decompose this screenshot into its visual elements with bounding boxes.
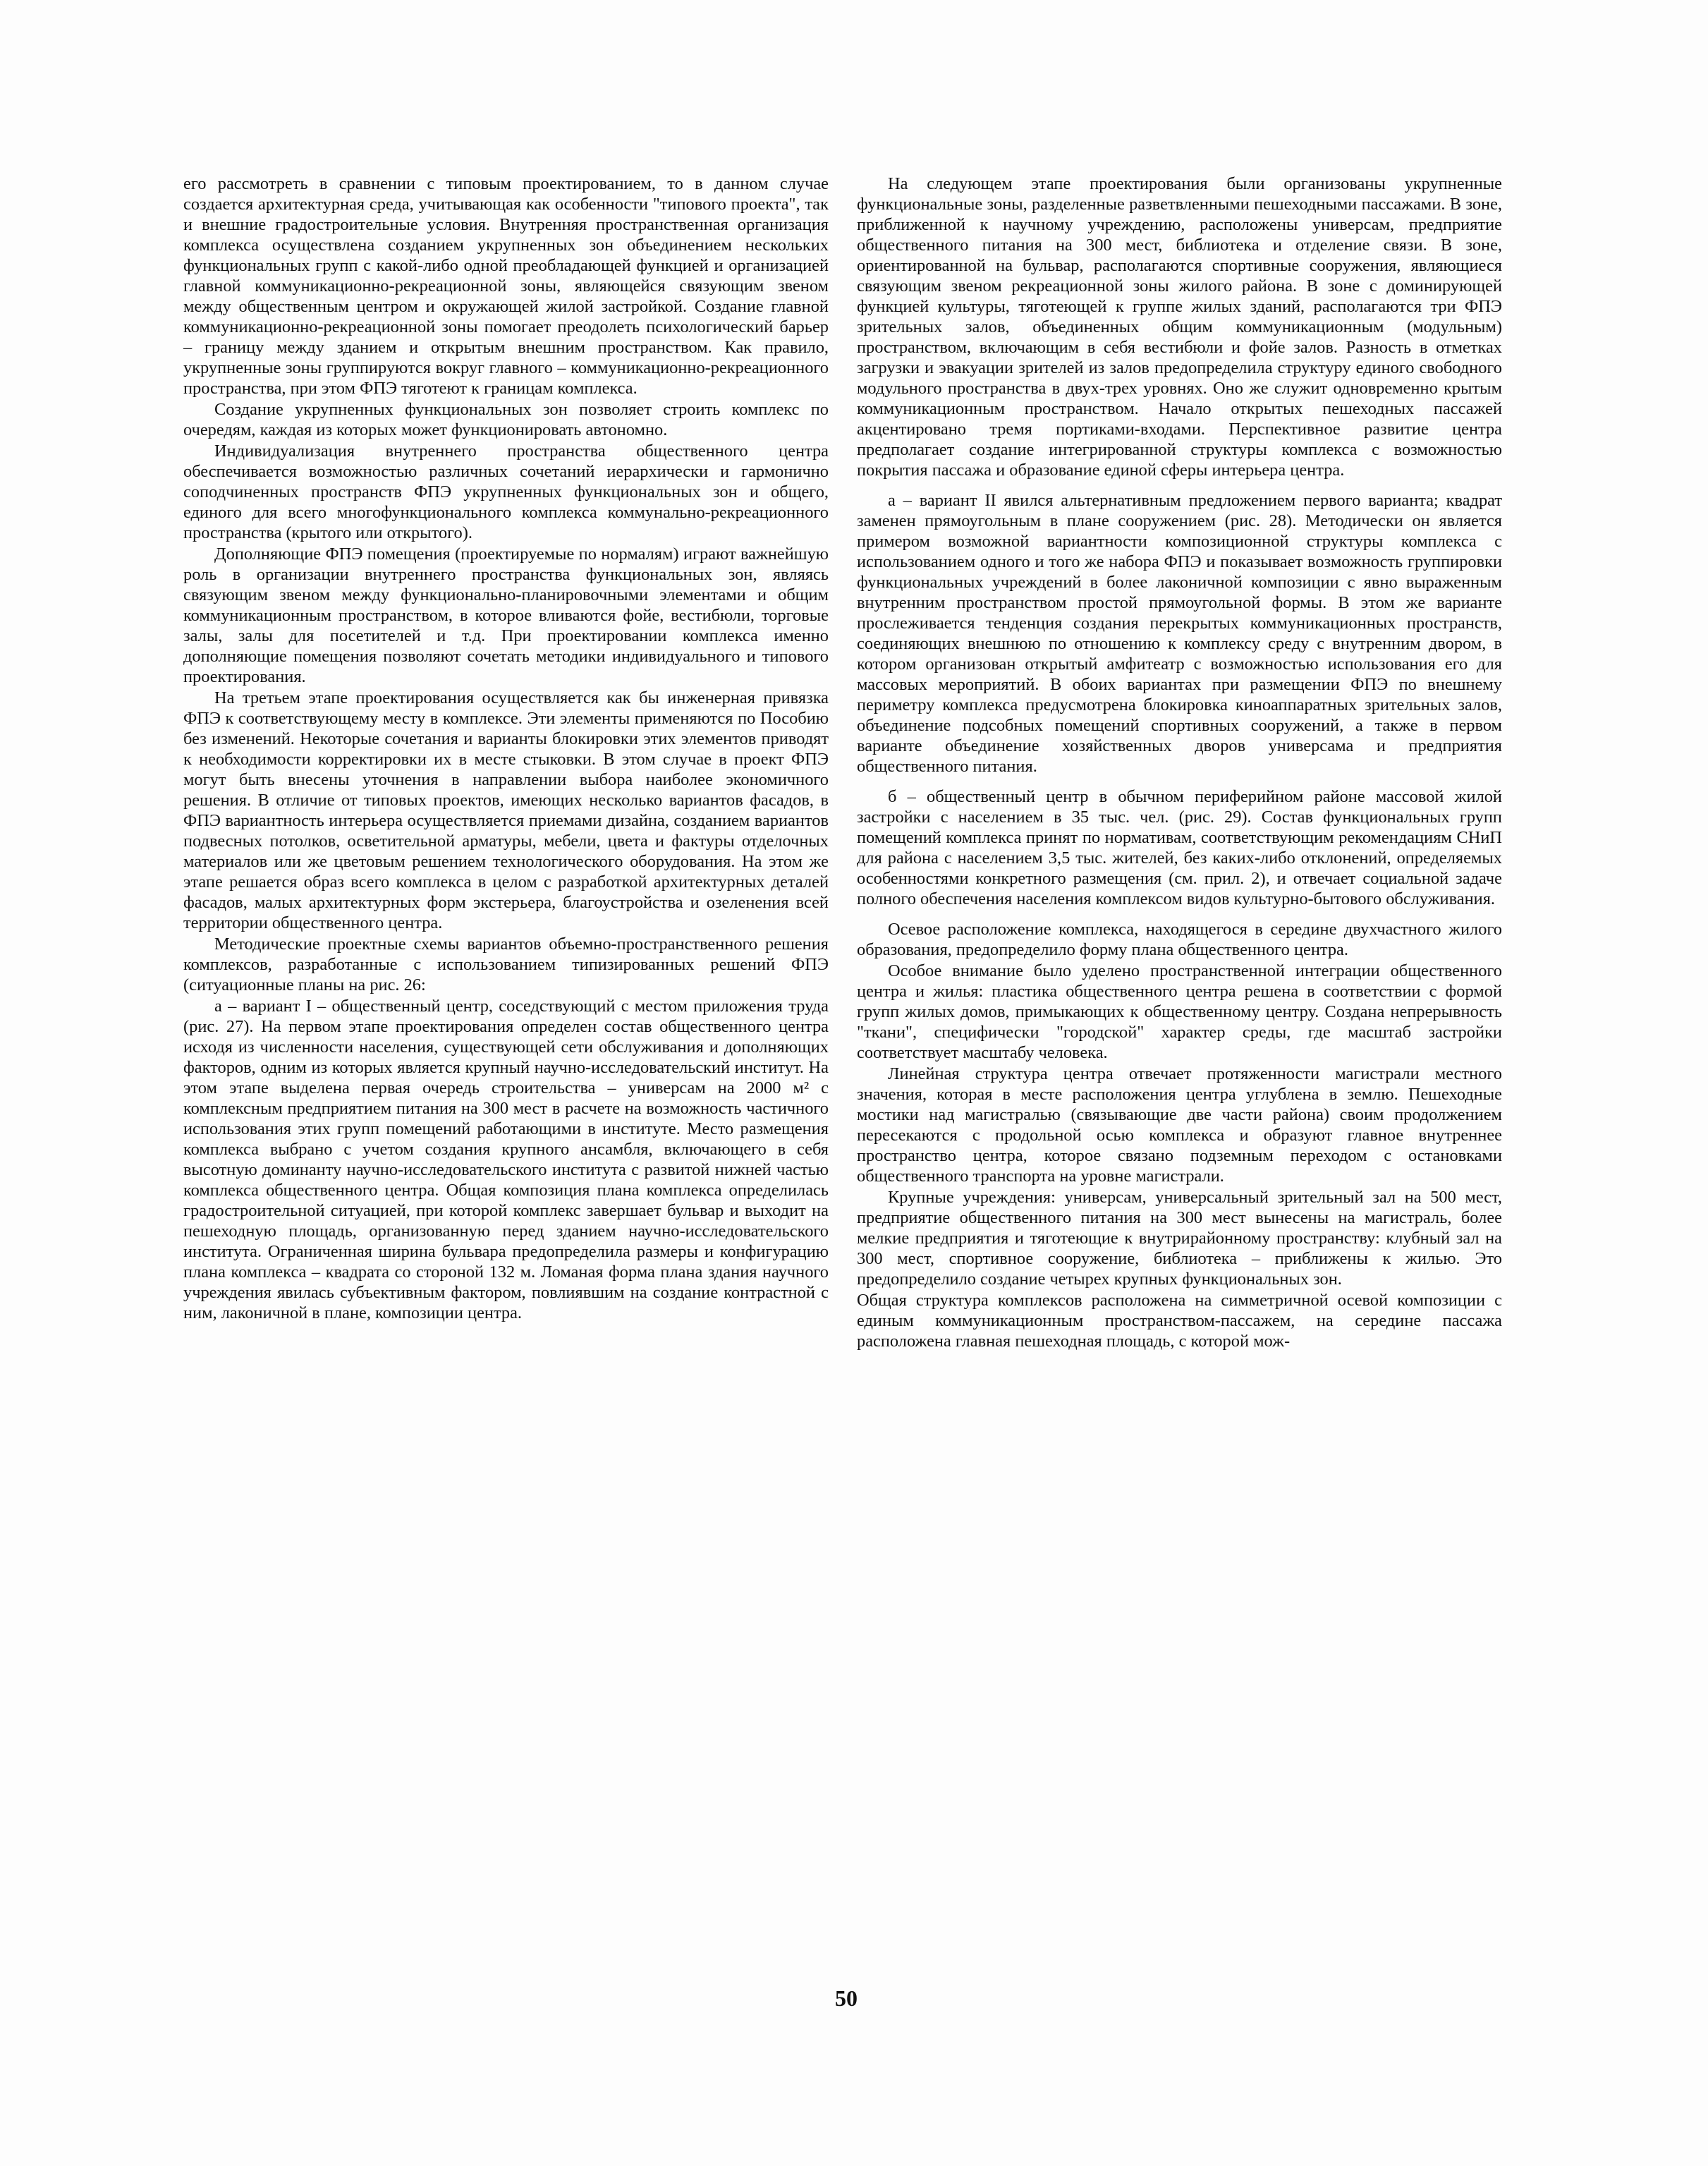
paragraph: Создание укрупненных функциональных зон позволяет строить комплекс по очередям, каждая из которых может функционировать автономно. xyxy=(183,400,829,439)
paragraph: На третьем этапе проектирования осуществляется как бы инженерная привязка ФПЭ к соответствующему месту в комплексе. Эти элементы применяются по Пособию без изменений. Некоторые сочетания и варианты блокировки этих элементов приводят к необходимости корректировки их в месте стыковки. В этом случае в проект ФПЭ могут быть внесены уточнения в направлении выбора наиболее экономичного решения. В отличие от типовых проектов, имеющих несколько вариантов фасадов, в ФПЭ вариантность интерьера осуществляется приемами дизайна, созданием вариантов подвесных потолков, осветительной арматуры, мебели, цвета и фактуры отделочных материалов или же цветовым решением технологического оборудования. На этом же этапе решается образ всего комплекса в целом с разработкой архитектурных деталей фасадов, малых архитектурных форм экстерьера, благоустройства и озеленения всей территории общественного центра. xyxy=(183,688,829,932)
paragraph: а – вариант II явился альтернативным предложением первого варианта; квадрат заменен прямоугольным в плане сооружением (рис. 28). Методически он является примером возможной вариантности композиционной структуры комплекса с использованием одного и того же набора ФПЭ и показывает возможность группировки функциональных учреждений в более лаконичной композиции с явно выраженным внутренним пространством простой прямоугольной формы. В этом же варианте прослеживается тенденция создания перекрытых коммуникационных пространств, соединяющих внешнюю по отношению к комплексу среду с внутренним двором, в котором организован открытый амфитеатр с возможностью использования его для массовых мероприятий. В обоих вариантах при размещении ФПЭ по внешнему периметру комплекса предусмотрена блокировка киноаппаратных зрительных залов, объединение подсобных помещений спортивных сооружений, а также в первом варианте объединение хозяйственных дворов универсама и предприятия общественного питания. xyxy=(857,491,1502,776)
page-number: 50 xyxy=(835,1985,858,2011)
paragraph: Методические проектные схемы вариантов объемно-пространственного решения комплексов, разработанные с использованием типизированных решений ФПЭ (ситуационные планы на рис. 26: xyxy=(183,935,829,994)
paragraph: Дополняющие ФПЭ помещения (проектируемые по нормалям) играют важнейшую роль в организации внутреннего пространства функциональных зон, являясь связующим звеном между функционально-планировочными элементами и общим коммуникационным пространством, в которое вливаются фойе, вестибюли, торговые залы, залы для посетителей и т.д. При проектировании комплекса именно дополняющие помещения позволяют сочетать методики индивидуального и типового проектирования. xyxy=(183,544,829,686)
paragraph: Линейная структура центра отвечает протяженности магистрали местного значения, которая в месте расположения центра углублена в землю. Пешеходные мостики над магистралью (связывающие две части района) своим продолжением пересекаются с продольной осью комплекса и образуют главное внутреннее пространство центра, которое связано подземным переходом с остановками общественного транспорта на уровне магистрали. xyxy=(857,1064,1502,1186)
paragraph: На следующем этапе проектирования были организованы укрупненные функциональные зоны, разделенные разветвленными пешеходными пассажами. В зоне, приближенной к научному учреждению, расположены универсам, предприятие общественного питания на 300 мест, библиотека и отделение связи. В зоне, ориентированной на бульвар, располагаются спортивные сооружения, являющиеся связующим звеном рекреационной зоны жилого района. В зоне с доминирующей функцией культуры, тяготеющей к группе жилых зданий, располагаются три ФПЭ зрительных залов, объединенных общим коммуникационным (модульным) пространством, включающим в себя вестибюли и фойе залов. Разность в отметках загрузки и эвакуации зрителей из залов предопределила структуру единого свободного модульного пространства в двух-трех уровнях. Оно же служит одновременно крытым коммуникационным пространством. Начало открытых пешеходных пассажей акцентировано тремя портиками-входами. Перспективное развитие центра предполагает создание интегрированной структуры комплекса с возможностью покрытия пассажа и образование единой сферы интерьера центра. xyxy=(857,174,1502,480)
paragraph: Осевое расположение комплекса, находящегося в середине двухчастного жилого образования, предопределило форму плана общественного центра. xyxy=(857,920,1502,959)
paragraph: б – общественный центр в обычном периферийном районе массовой жилой застройки с населением в 35 тыс. чел. (рис. 29). Состав функциональных групп помещений комплекса принят по нормативам, соответствующим рекомендациям СНиП для района с населением 3,5 тыс. жителей, без каких-либо отклонений, определяемых особенностями конкретного размещения (см. прил. 2), и отвечает социальной задаче полного обеспечения населения комплексом видов культурно-бытового обслуживания. xyxy=(857,787,1502,908)
paragraph: Крупные учреждения: универсам, универсальный зрительный зал на 500 мест, предприятие общественного питания на 300 мест вынесены на магистраль, более мелкие предприятия и тяготеющие к внутрирайонному пространству: клубный зал на 300 мест, спортивное сооружение, библиотека – приближены к жилью. Это предопределило создание четырех крупных функциональных зон. xyxy=(857,1188,1502,1289)
paragraph: его рассмотреть в сравнении с типовым проектированием, то в данном случае создается архитектурная среда, учитывающая как особенности "типового проекта", так и внешние градостроительные условия. Внутренняя пространственная организация комплекса осуществлена созданием укрупненных зон объединением нескольких функциональных групп с какой-либо одной преобладающей функцией и организацией главной коммуникационно-рекреационной зоны, являющейся связующим звеном между общественным центром и окружающей жилой застройкой. Создание главной коммуникационно-рекреационной зоны помогает преодолеть психологический барьер – границу между зданием и открытым внешним пространством. Как правило, укрупненные зоны группируются вокруг главного – коммуникационно-рекреационного пространства, при этом ФПЭ тяготеют к границам комплекса. xyxy=(183,174,829,398)
paragraph: Индивидуализация внутреннего пространства общественного центра обеспечивается возможностью различных сочетаний иерархически и гармонично соподчиненных пространств ФПЭ укрупненных функциональных зон и общего, единого для всего многофункционального комплекса коммунально-рекреационного пространства (крытого или открытого). xyxy=(183,442,829,542)
paragraph: а – вариант I – общественный центр, соседствующий с местом приложения труда (рис. 27). На первом этапе проектирования определен состав общественного центра исходя из численности населения, существующей сети обслуживания и дополняющих факторов, одним из которых является крупный научно-исследовательский институт. На этом этапе выделена первая очередь строительства – универсам на 2000 м² с комплексным предприятием питания на 300 мест в расчете на возможность частичного использования этих групп помещений работающими в институте. Место размещения комплекса выбрано с учетом создания крупного ансамбля, включающего в себя высотную доминанту научно-исследовательского института с развитой нижней частью комплекса общественного центра. Общая композиция плана комплекса определилась градостроительной ситуацией, при которой комплекс завершает бульвар и выходит на пешеходную площадь, организованную перед зданием научно-исследовательского института. Ограниченная ширина бульвара предопределила размеры и конфигурацию плана комплекса – квадрата со стороной 132 м. Ломаная форма плана здания научного учреждения явилась субъективным фактором, повлиявшим на создание контрастной с ним, лаконичной в плане, композиции центра. xyxy=(183,997,829,1322)
paragraph: Общая структура комплексов расположена на симметричной осевой композиции с единым коммуникационным пространством-пассажем, на середине пассажа расположена главная пешеходная площадь, с которой мож- xyxy=(857,1291,1502,1351)
paragraph: Особое внимание было уделено пространственной интеграции общественного центра и жилья: пластика общественного центра решена в соответствии с формой групп жилых домов, примыкающих к общественному центру. Создана непрерывность "ткани", специфически "городской" характер среды, где масштаб застройки соответствует масштабу человека. xyxy=(857,961,1502,1062)
right-column xyxy=(857,174,1502,1352)
left-column xyxy=(183,174,829,1324)
